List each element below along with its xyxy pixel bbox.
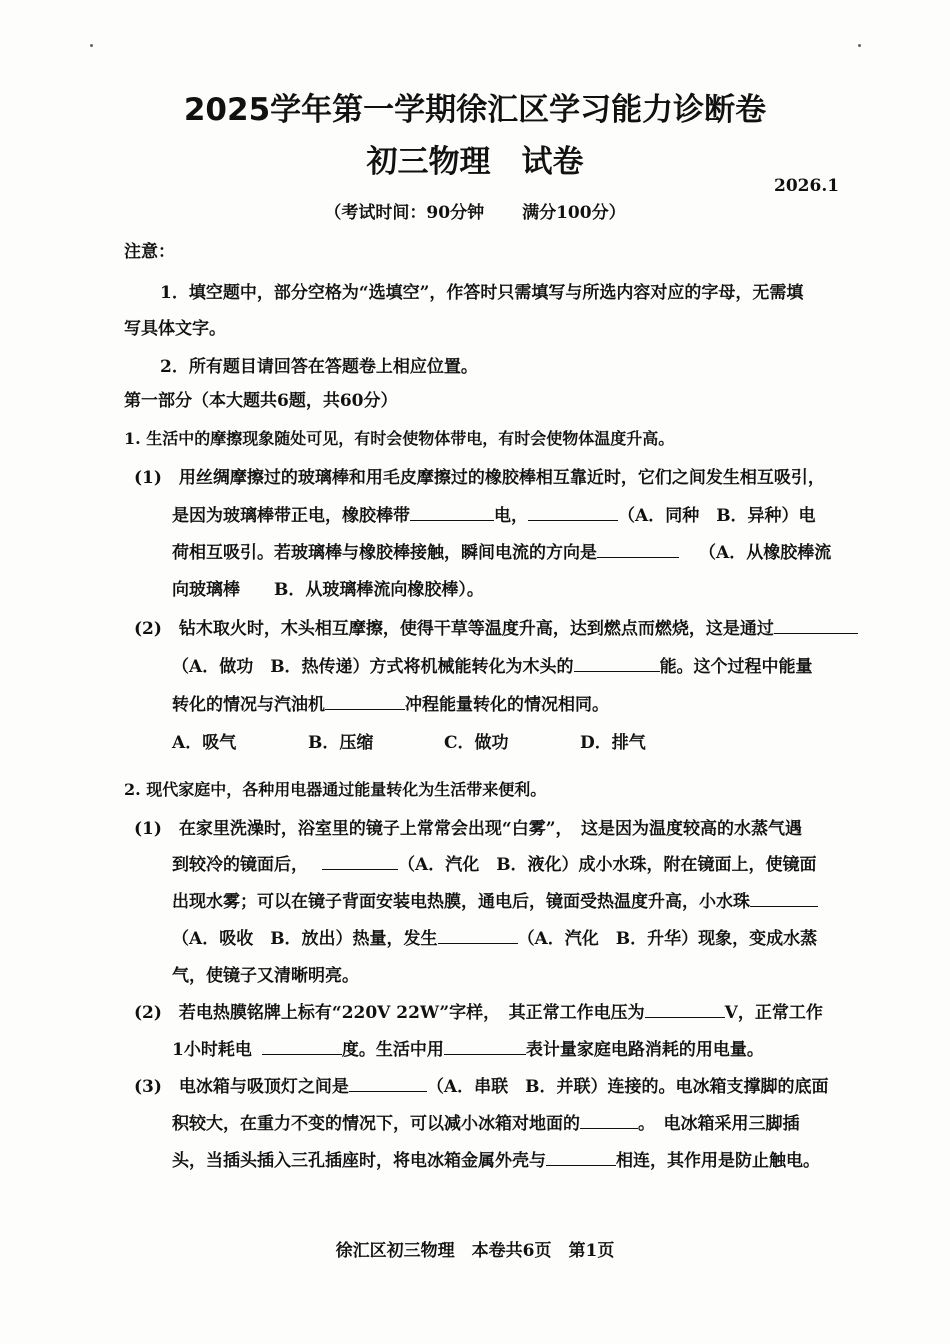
q1-p1-line: 是因为玻璃棒带正电，橡胶棒带 电， （A．同种 B．异种）电 xyxy=(172,501,816,526)
q2-p3-line: 头，当插头插入三孔插座时，将电冰箱金属外壳与 相连，其作用是防止触电。 xyxy=(172,1146,820,1171)
note-2: 2．所有题目请回答在答题卷上相应位置。 xyxy=(160,357,478,377)
q2-stem: 2. 现代家庭中，各种用电器通过能量转化为生活带来便利。 xyxy=(124,780,547,799)
q2-p2-line: (2) 若电热膜铭牌上标有“220V 22W”字样， 其正常工作电压为 V，正常工作 xyxy=(134,998,823,1023)
option-b: B．压缩 xyxy=(308,733,374,753)
answer-blank xyxy=(645,999,725,1018)
q2-p1-line: (1) 在家里洗澡时，浴室里的镜子上常常会出现“白雾”， 这是因为温度较高的水蒸气遇 xyxy=(134,819,802,839)
q2-p1-line: 到较冷的镜面后， （A．汽化 B．液化）成小水珠，附在镜面上，使镜面 xyxy=(172,850,817,875)
q1-options xyxy=(172,728,646,753)
answer-blank xyxy=(574,653,660,672)
scan-speck xyxy=(90,44,93,47)
q2-p1-line: 出现水雾；可以在镜子背面安装电热膜，通电后，镜面受热温度升高，小水珠 xyxy=(172,887,818,912)
q1-p2-line: 转化的情况与汽油机 冲程能量转化的情况相同。 xyxy=(172,690,609,715)
q2-p1-line: 气，使镜子又清晰明亮。 xyxy=(172,966,359,986)
q2-p3-line: 积较大，在重力不变的情况下，可以减小冰箱对地面的 。 电冰箱采用三脚插 xyxy=(172,1109,800,1134)
answer-blank xyxy=(580,1110,638,1129)
q1-p2-line: （A．做功 B．热传递）方式将机械能转化为木头的 能。这个过程中能量 xyxy=(172,652,813,677)
scan-speck xyxy=(858,44,861,47)
q2-p1-line: （A．吸收 B．放出）热量，发生 （A．汽化 B．升华）现象，变成水蒸 xyxy=(172,924,817,949)
note-1-line-1: 1．填空题中，部分空格为“选填空”，作答时只需填写与所选内容对应的字母，无需填 xyxy=(160,283,804,303)
q2-p2-line: 1小时耗电 度。生活中用 表计量家庭电路消耗的用电量。 xyxy=(172,1035,764,1060)
part1-heading: 第一部分（本大题共6题，共60分） xyxy=(124,391,398,411)
answer-blank xyxy=(597,539,679,558)
exam-time: （考试时间：90分钟 xyxy=(324,203,485,223)
answer-blank xyxy=(325,691,405,710)
full-score: 满分100分） xyxy=(522,203,626,223)
answer-blank xyxy=(262,1036,342,1055)
q1-p2-line: (2) 钻木取火时，木头相互摩擦，使得干草等温度升高，达到燃点而燃烧，这是通过 xyxy=(134,614,858,639)
q1-p1-line: (1) 用丝绸摩擦过的玻璃棒和用毛皮摩擦过的橡胶棒相互靠近时，它们之间发生相互吸引， xyxy=(134,468,825,488)
answer-blank xyxy=(750,888,818,907)
q2-p3-line: (3) 电冰箱与吸顶灯之间是 （A．串联 B．并联）连接的。电冰箱支撑脚的底面 xyxy=(134,1072,828,1097)
answer-blank xyxy=(349,1073,427,1092)
q1-p1-line: 向玻璃棒 B．从玻璃棒流向橡胶棒）。 xyxy=(172,580,484,600)
answer-blank xyxy=(774,615,858,634)
answer-blank xyxy=(322,851,398,870)
answer-blank xyxy=(444,1036,526,1055)
answer-blank xyxy=(546,1147,616,1166)
option-c: C．做功 xyxy=(444,733,509,753)
exam-subtitle: 初三物理 试卷 xyxy=(366,144,584,180)
answer-blank xyxy=(528,502,618,521)
exam-title: 2025学年第一学期徐汇区学习能力诊断卷 xyxy=(183,92,767,128)
option-a: A．吸气 xyxy=(172,733,237,753)
option-d: D．排气 xyxy=(580,733,646,753)
note-1-line-2: 写具体文字。 xyxy=(124,319,226,339)
exam-date: 2026.1 xyxy=(774,176,840,196)
notes-heading: 注意： xyxy=(124,242,175,262)
q1-p1-line: 荷相互吸引。若玻璃棒与橡胶棒接触，瞬间电流的方向是 （A．从橡胶棒流 xyxy=(172,538,831,563)
answer-blank xyxy=(438,925,518,944)
page-footer: 徐汇区初三物理 本卷共6页 第1页 xyxy=(335,1241,615,1261)
exam-meta xyxy=(0,198,950,223)
q1-stem: 1. 生活中的摩擦现象随处可见，有时会使物体带电，有时会使物体温度升高。 xyxy=(124,429,675,448)
answer-blank xyxy=(410,502,494,521)
